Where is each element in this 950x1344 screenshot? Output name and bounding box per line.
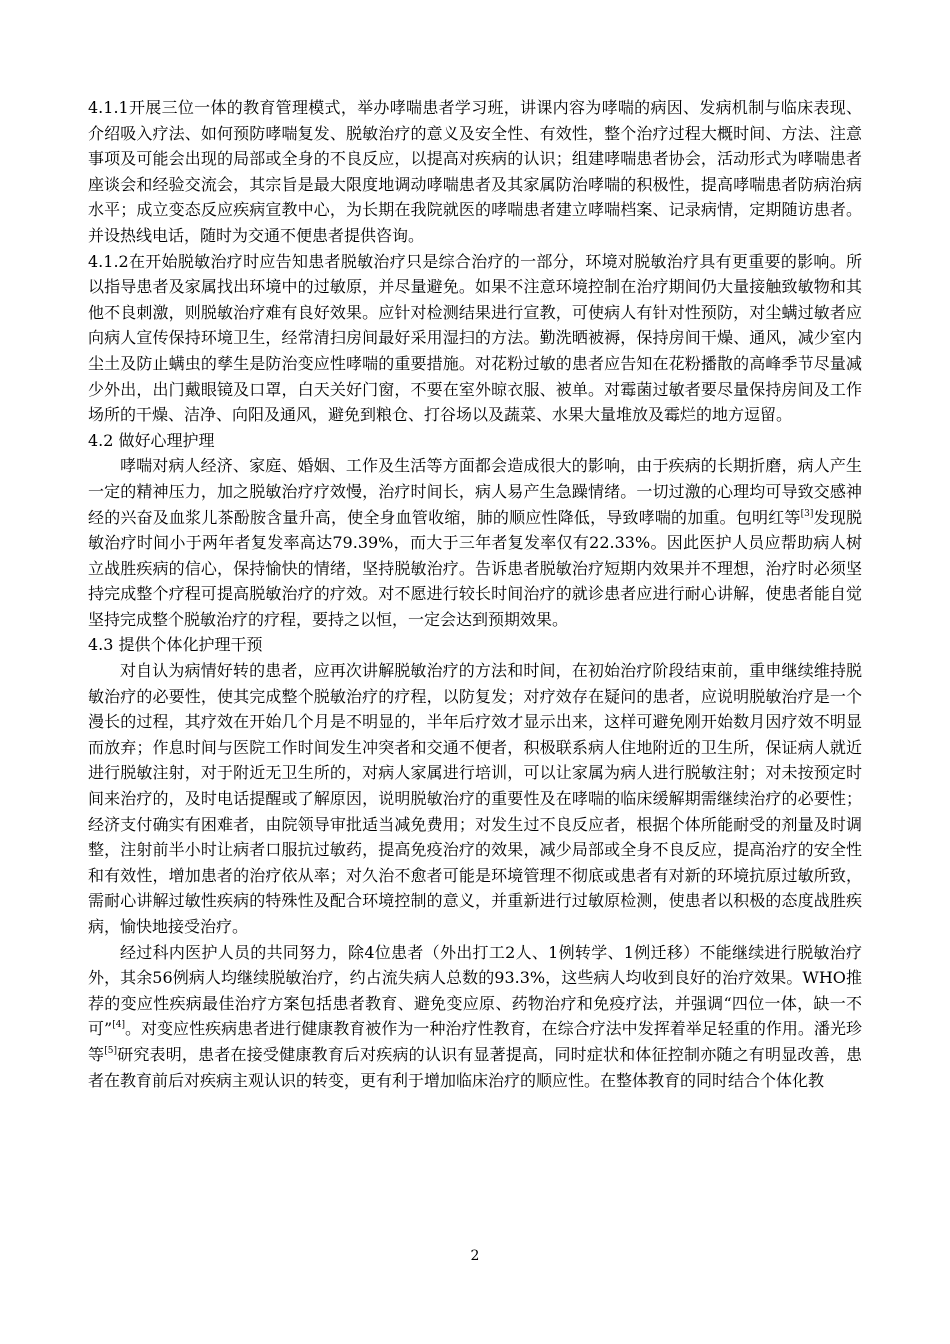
- paragraph-4-2-text-a: 哮喘对病人经济、家庭、婚姻、工作及生活等方面都会造成很大的影响，由于疾病的长期折磨，病人产生一定的精神压力，加之脱敏治疗疗效慢，治疗时间长，病人易产生急躁情绪。一切过激的心理均可导致交感神经的兴奋及血浆儿茶酚胺含量升高，使全身血管收缩，肺的顺应性降低，导致哮喘的加重。包明红等: [88, 456, 862, 527]
- citation-5: [5]: [104, 1045, 117, 1056]
- paragraph-4-1-2: 4.1.2在开始脱敏治疗时应告知患者脱敏治疗只是综合治疗的一部分，环境对脱敏治疗具有更重要的影响。所以指导患者及家属找出环境中的过敏原，并尽量避免。如果不注意环境控制在治疗期间仍大量接触致敏物和其他不良刺激，则脱敏治疗难有良好效果。应针对检测结果进行宣教，可使病人有针对性预防，对尘螨过敏者应向病人宣传保持环境卫生，经常清扫房间最好采用湿扫的方法。勤洗晒被褥，保持房间干燥、通风，减少室内尘土及防止螨虫的孳生是防治变应性哮喘的重要措施。对花粉过敏的患者应告知在花粉播散的高峰季节尽量减少外出，出门戴眼镜及口罩，白天关好门窗，不要在室外晾衣服、被单。对霉菌过敏者要尽量保持房间及工作场所的干燥、洁净、向阳及通风，避免到粮仓、打谷场以及蔬菜、水果大量堆放及霉烂的地方逗留。: [88, 251, 862, 425]
- paragraph-4-2: [88, 453, 862, 632]
- heading-4-2: 4.2 做好心理护理: [88, 430, 215, 450]
- heading-4-3: 4.3 提供个体化护理干预: [88, 635, 263, 655]
- paragraph-4-1-1: 4.1.1开展三位一体的教育管理模式，举办哮喘患者学习班，讲课内容为哮喘的病因、发病机制与临床表现、介绍吸入疗法、如何预防哮喘复发、脱敏治疗的意义及安全性、有效性，整个治疗过程大概时间、方法、注意事项及可能会出现的局部或全身的不良反应，以提高对疾病的认识；组建哮喘患者协会，活动形式为哮喘患者座谈会和经验交流会，其宗旨是最大限度地调动哮喘患者及其家属防治哮喘的积极性，提高哮喘患者防病治病水平；成立变态反应疾病宣教中心，为长期在我院就医的哮喘患者建立哮喘档案、记录病情，定期随访患者。并设热线电话，随时为交通不便患者提供咨询。: [88, 98, 862, 245]
- paragraph-conclusion-text-b: 。对变应性疾病患者进行健康教育被作为一种治疗性教育，在综合疗法中发挥着举足轻重的作用。潘光珍等: [88, 1019, 862, 1064]
- paragraph-conclusion-text-a: 经过科内医护人员的共同努力，除4位患者（外出打工2人、1例转学、1例迁移）不能继续进行脱敏治疗外，其余56例病人均继续脱敏治疗，约占流失病人总数的93.3%，这些病人均收到良好的治疗效果。WHO推荐的变应性疾病最佳治疗方案包括患者教育、避免变应原、药物治疗和免疫疗法，并强调“四位一体，缺一不可”: [88, 942, 862, 1039]
- document-body: [88, 95, 862, 1093]
- paragraph-conclusion: [88, 940, 862, 1094]
- citation-4: [4]: [112, 1020, 125, 1031]
- page-number: 2: [470, 1248, 480, 1264]
- paragraph-4-2-text-b: 发现脱敏治疗时间小于两年者复发率高达79.39%，而大于三年者复发率仅有22.33%。因此医护人员应帮助病人树立战胜疾病的信心，保持愉快的情绪，坚持脱敏治疗。告诉患者脱敏治疗短期内效果并不理想，治疗时必须坚持完成整个疗程可提高脱敏治疗的疗效。对不愿进行较长时间治疗的就诊患者应进行耐心讲解，使患者能自觉坚持完成整个脱敏治疗的疗程，要持之以恒，一定会达到预期效果。: [88, 507, 862, 629]
- citation-3: [3]: [800, 508, 814, 519]
- paragraph-4-3: 对自认为病情好转的患者，应再次讲解脱敏治疗的方法和时间，在初始治疗阶段结束前，重申继续维持脱敏治疗的必要性，使其完成整个脱敏治疗的疗程，以防复发；对疗效存在疑问的患者，应说明脱敏治疗是一个漫长的过程，其疗效在开始几个月是不明显的，半年后疗效才显示出来，这样可避免刚开始数月因疗效不明显而放弃；作息时间与医院工作时间发生冲突者和交通不便者，积极联系病人住地附近的卫生所，保证病人就近进行脱敏注射，对于附近无卫生所的，对病人家属进行培训，可以让家属为病人进行脱敏注射；对未按预定时间来治疗的，及时电话提醒或了解原因，说明脱敏治疗的重要性及在哮喘的临床缓解期需继续治疗的必要性；经济支付确实有困难者，由院领导审批适当减免费用；对发生过不良反应者，根据个体所能耐受的剂量及时调整，注射前半小时让病者口服抗过敏药，提高免疫治疗的效果，减少局部或全身不良反应，提高治疗的安全性和有效性，增加患者的治疗依从率；对久治不愈者可能是环境管理不彻底或患者有对新的环境抗原过敏所致，需耐心讲解过敏性疾病的特殊性及配合环境控制的意义，并重新进行过敏原检测，使患者以积极的态度战胜疾病，愉快地接受治疗。: [88, 661, 862, 936]
- paragraph-conclusion-text-c: 研究表明，患者在接受健康教育后对疾病的认识有显著提高，同时症状和体征控制亦随之有明显改善，患者在教育前后对疾病主观认识的转变，更有利于增加临床治疗的顺应性。在整体教育的同时结合个体化教: [88, 1044, 862, 1090]
